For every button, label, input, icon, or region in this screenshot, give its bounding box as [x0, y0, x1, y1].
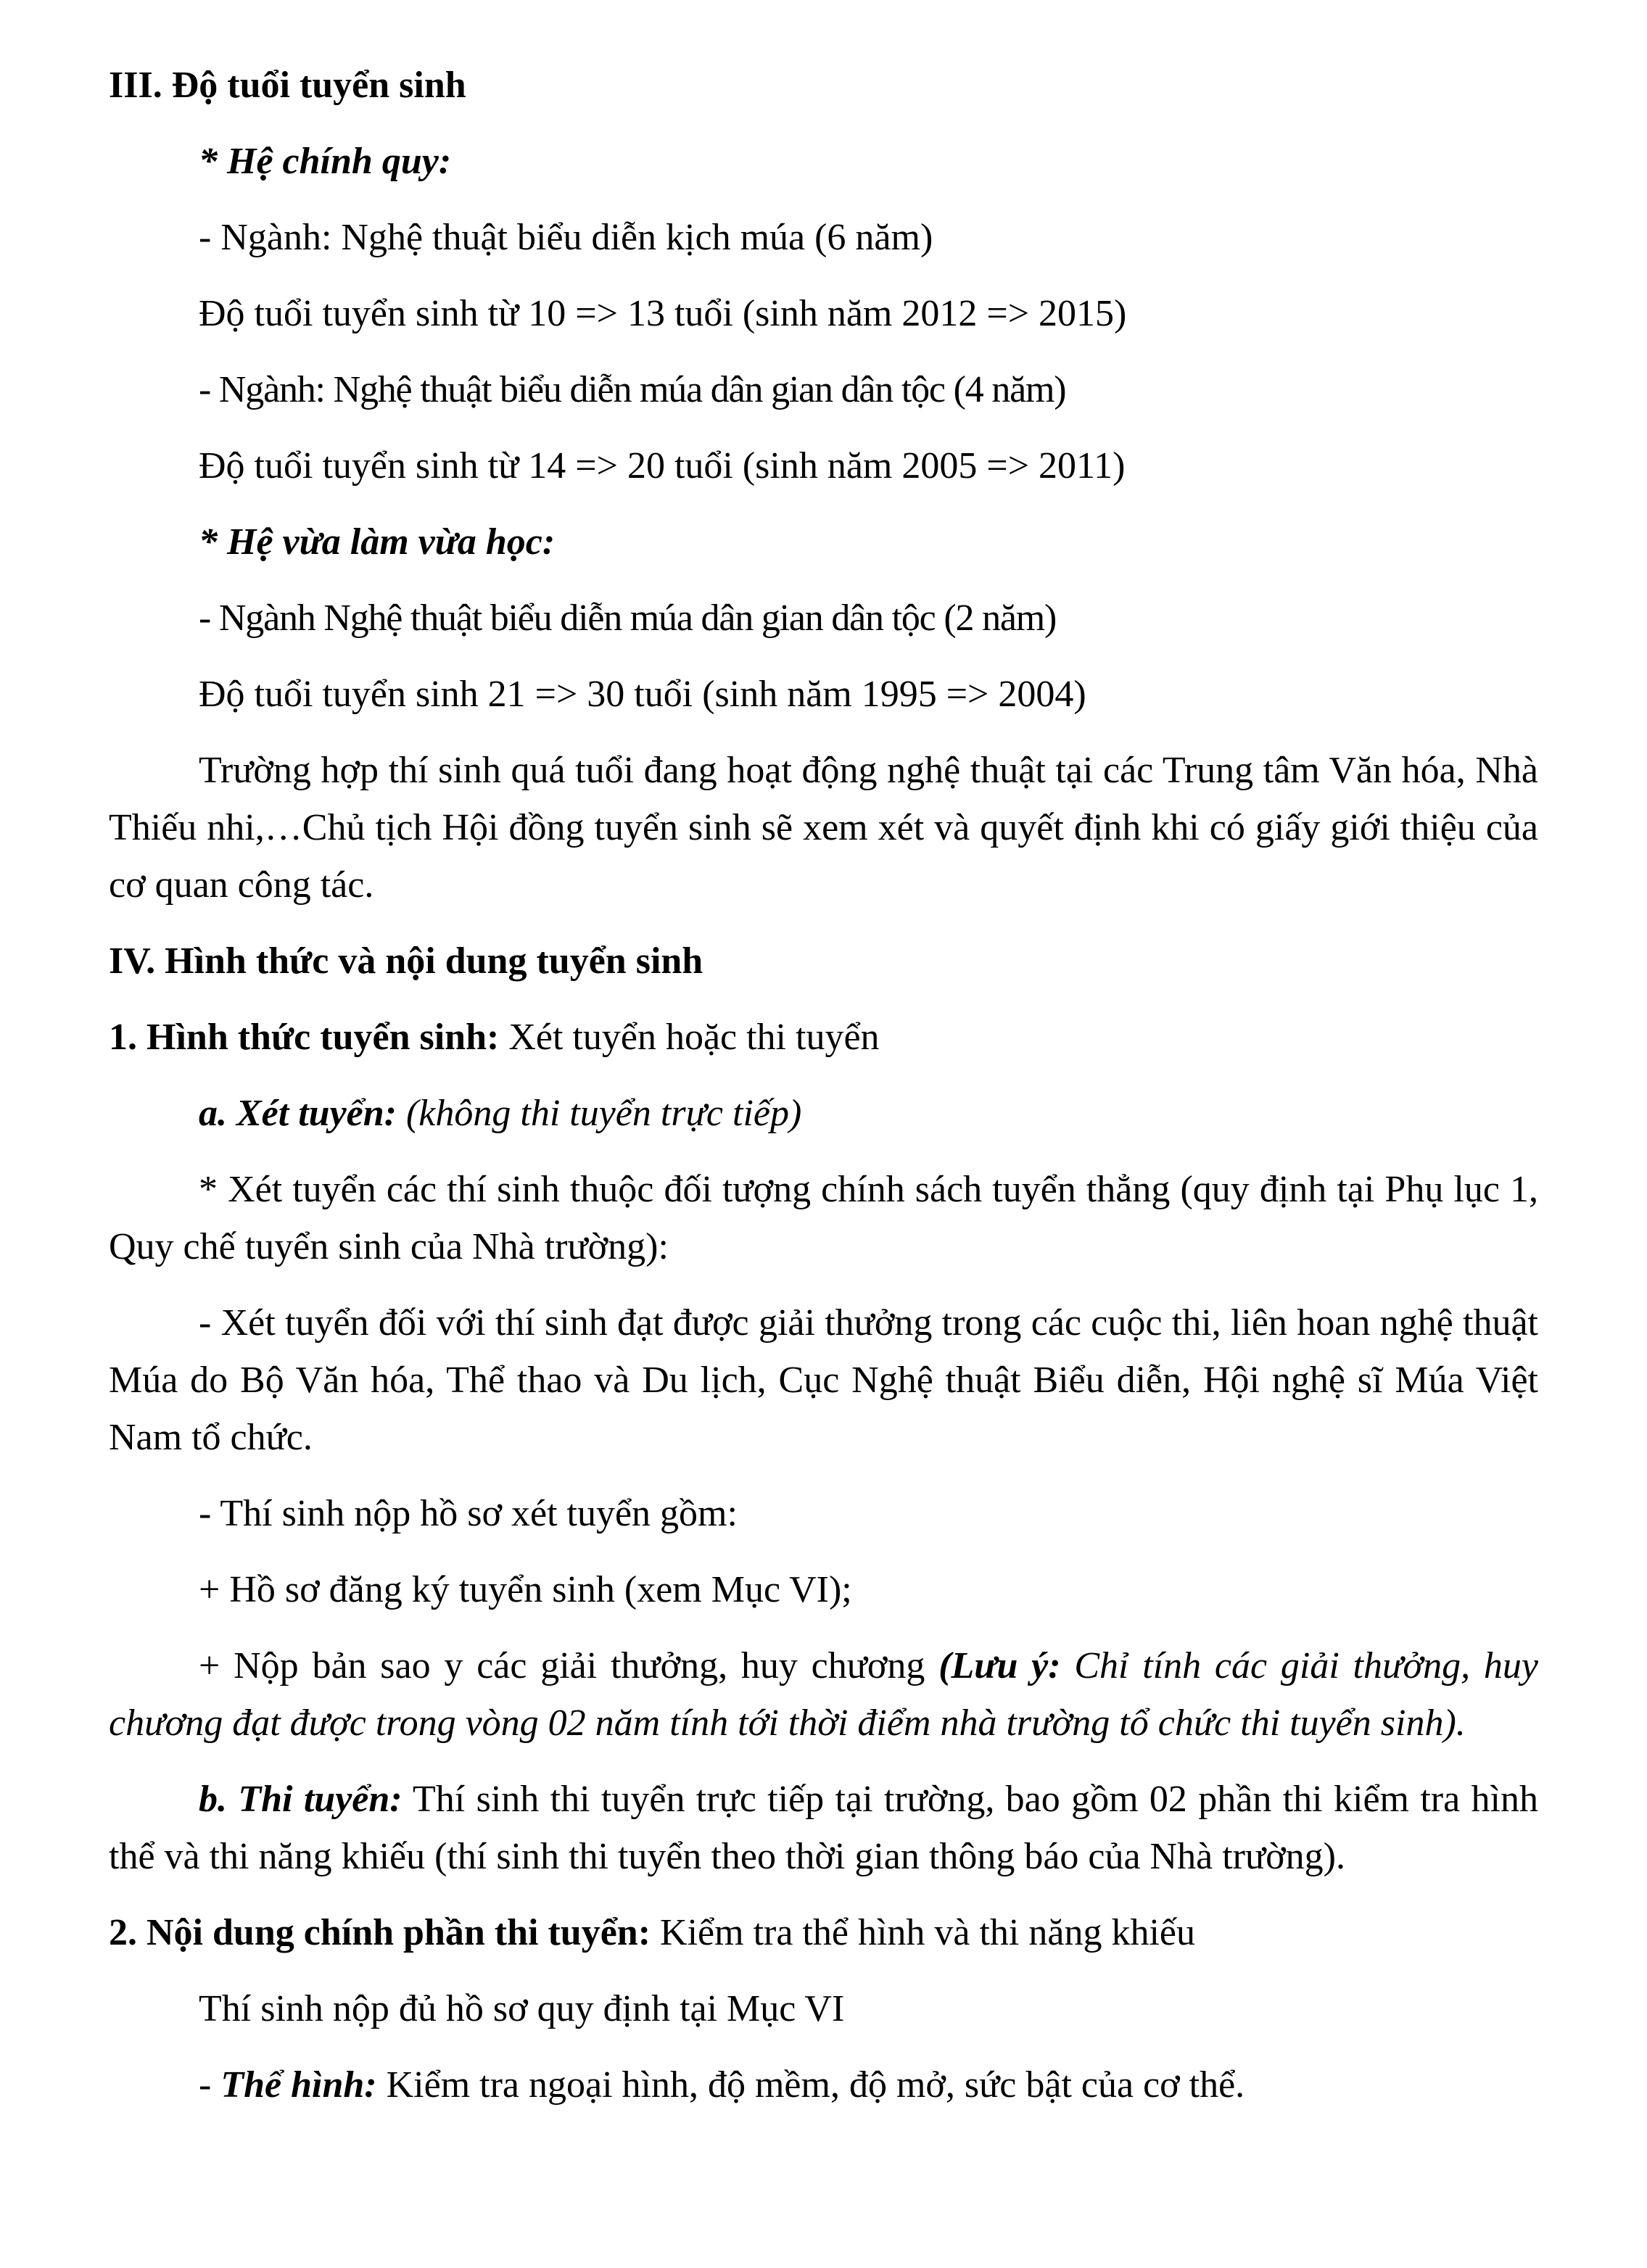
xet-tuyen-heading [109, 1085, 1538, 1142]
vua-lam-vua-hoc-label: * Hệ vừa làm vừa học: [199, 521, 556, 563]
the-hinh-line [109, 2056, 1538, 2114]
luu-y-label: (Lưu ý: [938, 1645, 1061, 1686]
thi-tuyen-label: b. Thi tuyển: [199, 1779, 403, 1820]
xet-tuyen-text: (không thi tuyển trực tiếp) [396, 1093, 802, 1134]
noi-dung-thi-tuyen [109, 1904, 1538, 1961]
noi-dung-ho-so: Thí sinh nộp đủ hồ sơ quy định tại Mục VI [199, 1988, 845, 2029]
nganh-mua-dan-gian-2-nam: - Ngành Nghệ thuật biểu diễn múa dân gian dân tộc (2 năm) [199, 597, 1057, 639]
nganh-kich-mua: - Ngành: Nghệ thuật biểu diễn kịch múa (6 năm) [199, 217, 933, 258]
the-hinh-label: Thể hình: [220, 2064, 377, 2106]
xet-tuyen-policy: * Xét tuyển các thí sinh thuộc đối tượng chính sách tuyển thẳng (quy định tại Phụ lục 1, Quy chế tuyển sinh của Nhà trường): [109, 1169, 1538, 1267]
hinh-thuc-label: 1. Hình thức tuyển sinh: [109, 1017, 500, 1058]
thi-tuyen-paragraph [109, 1771, 1538, 1885]
section-iii-heading: III. Độ tuổi tuyển sinh [109, 65, 466, 106]
over-age-note: Trường hợp thí sinh quá tuổi đang hoạt động nghệ thuật tại các Trung tâm Văn hóa, Nhà Thiếu nhi,…Chủ tịch Hội đồng tuyển sinh sẽ xem xét và quyết định khi có giấy giới thiệu của cơ quan công tác. [109, 750, 1538, 906]
xet-tuyen-label: a. Xét tuyển: [199, 1093, 397, 1134]
luu-y-text: Chỉ tính các giải thưởng, huy chương đạt được trong vòng 02 năm tính tới thời điểm nhà trường tổ chức thi tuyển sinh). [109, 1645, 1538, 1744]
nganh-mua-dan-gian-4-nam: - Ngành: Nghệ thuật biểu diễn múa dân gian dân tộc (4 năm) [199, 369, 1066, 410]
section-iv-heading: IV. Hình thức và nội dung tuyển sinh [109, 940, 703, 982]
ho-so-intro: - Thí sinh nộp hồ sơ xét tuyển gồm: [199, 1493, 738, 1534]
ho-so-item-2 [109, 1637, 1538, 1752]
tuoi-mua-dan-gian-4-nam: Độ tuổi tuyển sinh từ 14 => 20 tuổi (sinh năm 2005 => 2011) [199, 445, 1126, 487]
ho-so-item-1: + Hồ sơ đăng ký tuyển sinh (xem Mục VI); [199, 1569, 852, 1610]
noi-dung-label: 2. Nội dung chính phần thi tuyển: [109, 1912, 651, 1953]
the-hinh-text: Kiểm tra ngoại hình, độ mềm, độ mở, sức bật của cơ thể. [376, 2064, 1245, 2106]
hinh-thuc-text: Xét tuyển hoặc thi tuyển [499, 1017, 880, 1058]
noi-dung-text: Kiểm tra thể hình và thi năng khiếu [651, 1912, 1195, 1953]
thi-tuyen-text: Thí sinh thi tuyển trực tiếp tại trường, bao gồm 02 phần thi kiểm tra hình thể và thi năng khiếu (thí sinh thi tuyển theo thời gian thông báo của Nhà trường). [109, 1779, 1538, 1877]
tuoi-mua-dan-gian-2-nam: Độ tuổi tuyển sinh 21 => 30 tuổi (sinh năm 1995 => 2004) [199, 674, 1086, 715]
chinh-quy-label: * Hệ chính quy: [199, 141, 452, 182]
tuoi-kich-mua: Độ tuổi tuyển sinh từ 10 => 13 tuổi (sinh năm 2012 => 2015) [199, 293, 1127, 334]
ho-so-item-2-text: + Nộp bản sao y các giải thưởng, huy chương [199, 1645, 939, 1686]
xet-tuyen-award: - Xét tuyển đối với thí sinh đạt được giải thưởng trong các cuộc thi, liên hoan nghệ thuật Múa do Bộ Văn hóa, Thể thao và Du lịch, Cục Nghệ thuật Biểu diễn, Hội nghệ sĩ Múa Việt Nam tổ chức. [109, 1302, 1538, 1458]
hinh-thuc-tuyen-sinh [109, 1009, 1538, 1066]
the-hinh-dash: - [199, 2064, 221, 2106]
